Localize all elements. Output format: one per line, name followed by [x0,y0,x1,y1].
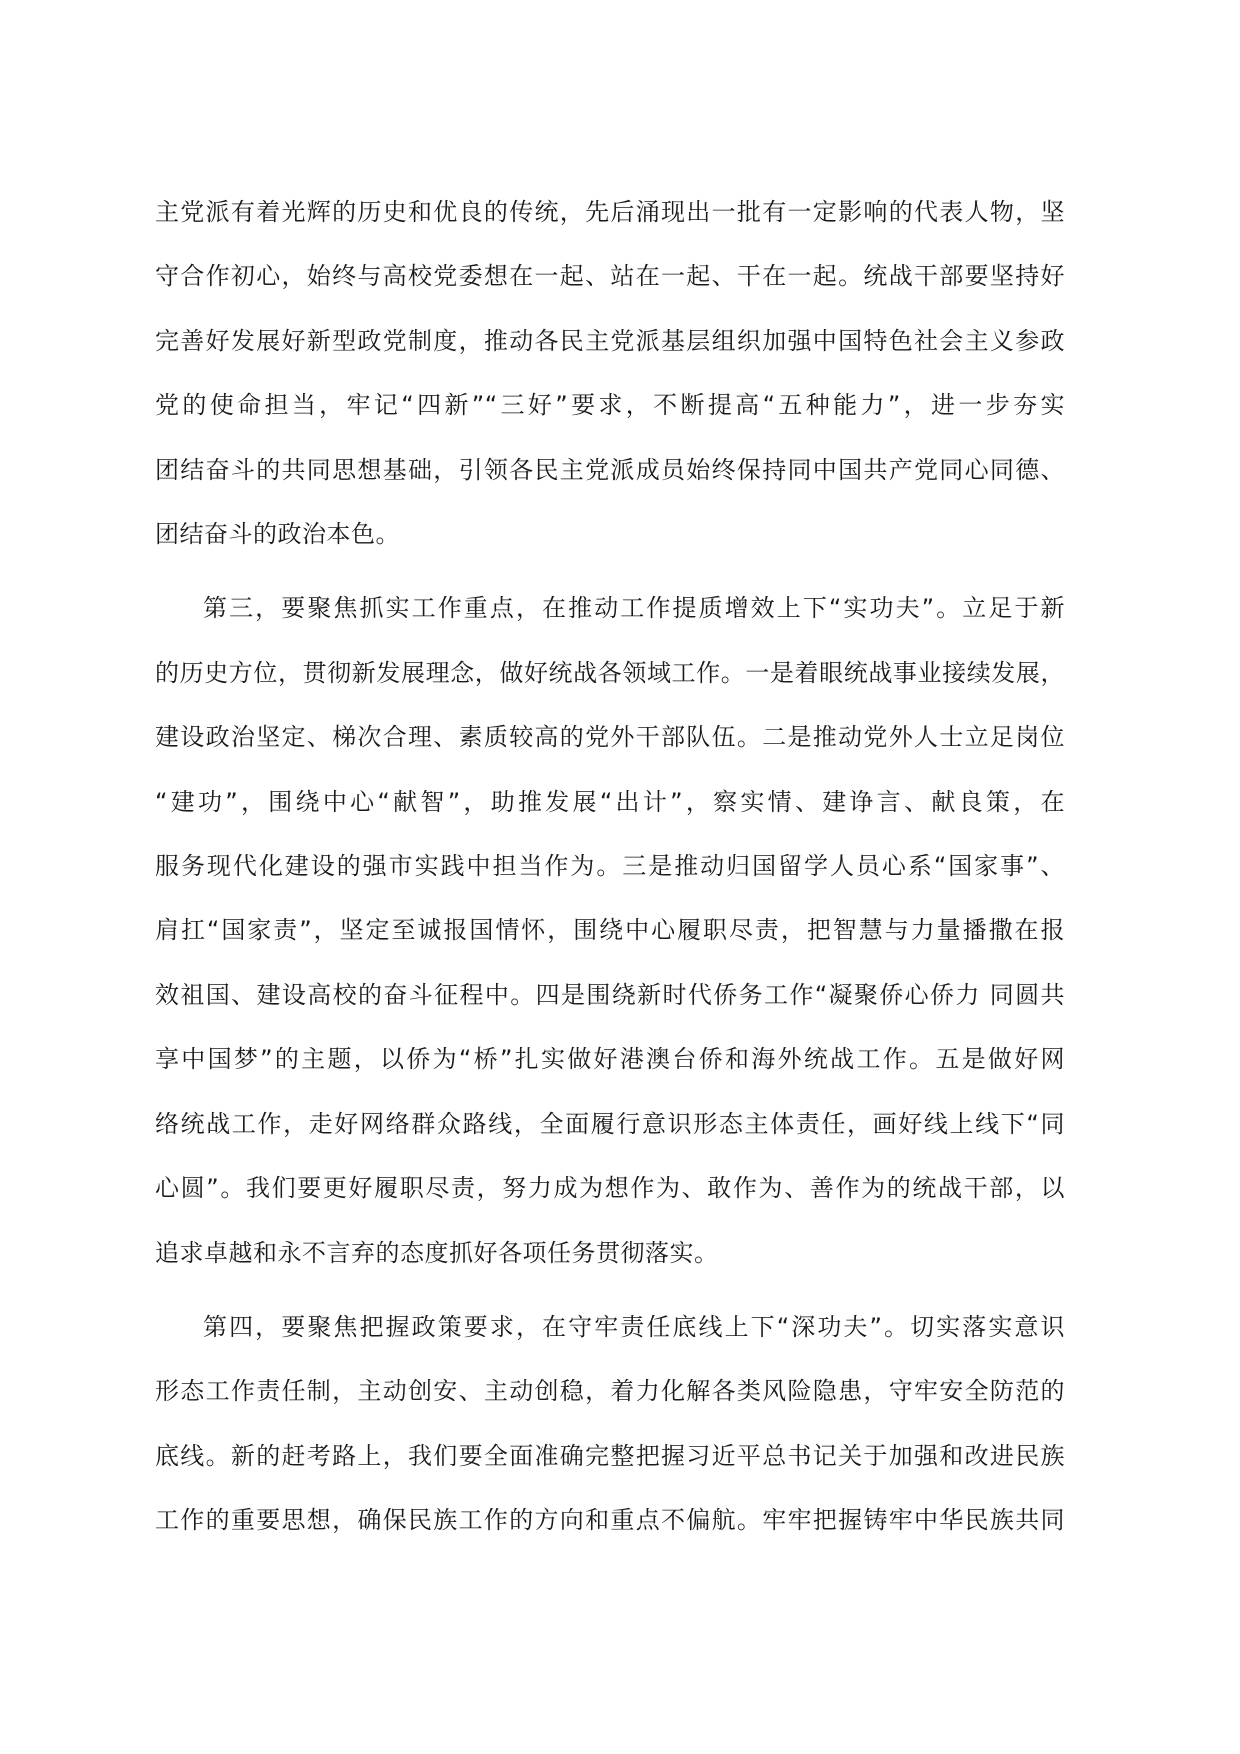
paragraph-2 [155,576,1065,1284]
text-line: 心圆”。我们要更好履职尽责，努力成为想作为、敢作为、善作为的统战干部，以 [155,1174,1065,1203]
text-line: 主党派有着光辉的历史和优良的传统，先后涌现出一批有一定影响的代表人物，坚 [155,198,1065,226]
text-line: 服务现代化建设的强市实践中担当作为。三是推动归国留学人员心系“国家事”、 [155,852,1065,881]
text-line: 党的使命担当，牢记“四新”“三好”要求，不断提高“五种能力”，进一步夯实 [155,391,1065,420]
text-line: 的历史方位，贯彻新发展理念，做好统战各领域工作。一是着眼统战事业接续发展， [155,658,1065,687]
text-line: 团结奋斗的共同思想基础，引领各民主党派成员始终保持同中国共产党同心同德、 [155,455,1065,484]
paragraph-gap [155,566,1065,576]
paragraph-gap [155,1285,1065,1295]
text-line: 追求卓越和永不言弃的态度抓好各项任务贯彻落实。 [155,1238,719,1267]
text-line: 底线。新的赶考路上，我们要全面准确完整把握习近平总书记关于加强和改进民族 [155,1441,1065,1470]
text-line: 享中国梦”的主题，以侨为“桥”扎实做好港澳台侨和海外统战工作。五是做好网 [155,1045,1065,1074]
text-line: 团结奋斗的政治本色。 [155,520,400,549]
text-line: 工作的重要思想，确保民族工作的方向和重点不偏航。牢牢把握铸牢中华民族共同 [155,1506,1065,1535]
text-line: “建功”，围绕中心“献智”，助推发展“出计”，察实情、建诤言、献良策，在 [155,787,1065,816]
paragraph-1 [155,180,1065,566]
text-line: 守合作初心，始终与高校党委想在一起、站在一起、干在一起。统战干部要坚持好 [155,262,1065,291]
text-line: 形态工作责任制，主动创安、主动创稳，着力化解各类风险隐患，守牢安全防范的 [155,1377,1065,1406]
text-line: 效祖国、建设高校的奋斗征程中。四是围绕新时代侨务工作“凝聚侨心侨力 同圆共 [155,980,1065,1009]
document-body [155,180,1065,1553]
text-line: 第三，要聚焦抓实工作重点，在推动工作提质增效上下“实功夫”。立足于新 [203,594,1065,623]
text-line: 络统战工作，走好网络群众路线，全面履行意识形态主体责任，画好线上线下“同 [155,1109,1065,1138]
text-line: 肩扛“国家责”，坚定至诚报国情怀，围绕中心履职尽责，把智慧与力量播撒在报 [155,916,1065,945]
text-line: 第四，要聚焦把握政策要求，在守牢责任底线上下“深功夫”。切实落实意识 [203,1312,1065,1341]
text-line: 建设政治坚定、梯次合理、素质较高的党外干部队伍。二是推动党外人士立足岗位 [155,723,1065,752]
text-line: 完善好发展好新型政党制度，推动各民主党派基层组织加强中国特色社会主义参政 [155,326,1065,355]
paragraph-3 [155,1295,1065,1553]
